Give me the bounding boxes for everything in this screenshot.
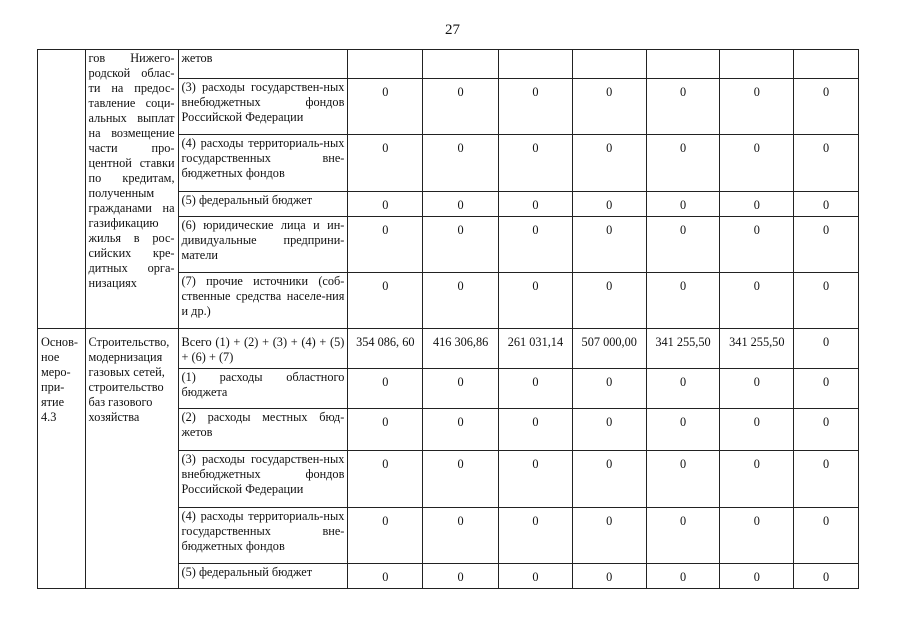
- value-cell: 0: [646, 217, 720, 273]
- value-cell: 0: [572, 451, 646, 508]
- value-cell: 0: [499, 369, 573, 409]
- section-1: [38, 50, 859, 329]
- value-cell: [794, 50, 859, 79]
- value-cell: [720, 50, 794, 79]
- value-cell: 0: [794, 409, 859, 451]
- value-cell: 0: [794, 564, 859, 589]
- value-cell: [348, 50, 423, 79]
- value-cell: 261 031,14: [499, 329, 573, 369]
- value-cell: 0: [348, 451, 423, 508]
- value-cell: 0: [794, 329, 859, 369]
- value-cell: 0: [423, 217, 499, 273]
- source-cell: (4) расходы территориаль-ных государственных вне-бюджетных фондов: [178, 508, 348, 564]
- source-cell: (1) расходы областного бюджета: [178, 369, 348, 409]
- value-cell: 0: [794, 192, 859, 217]
- value-cell: 0: [646, 564, 720, 589]
- value-cell: 507 000,00: [572, 329, 646, 369]
- value-cell: 0: [720, 451, 794, 508]
- value-cell: 0: [720, 217, 794, 273]
- value-cell: 0: [794, 273, 859, 329]
- value-cell: 0: [423, 451, 499, 508]
- value-cell: [423, 50, 499, 79]
- value-cell: 0: [348, 217, 423, 273]
- value-cell: 0: [499, 192, 573, 217]
- value-cell: 0: [794, 217, 859, 273]
- budget-table: [37, 49, 859, 589]
- value-cell: 0: [499, 564, 573, 589]
- value-cell: 0: [499, 409, 573, 451]
- value-cell: 416 306,86: [423, 329, 499, 369]
- value-cell: 0: [572, 508, 646, 564]
- value-cell: 0: [794, 369, 859, 409]
- value-cell: 0: [646, 273, 720, 329]
- activity-title-cell: гов Нижего-родской облас-ти на предос-тавление соци-альных выплат на возмещение части про-центной ставки по кредитам, полученным гражданами на газификацию жилья в рос-сийских кре-дитных орга-низациях: [85, 50, 178, 329]
- value-cell: 0: [423, 135, 499, 192]
- source-cell: (5) федеральный бюджет: [178, 192, 348, 217]
- value-cell: 0: [720, 369, 794, 409]
- source-cell: (3) расходы государствен-ных внебюджетных фондов Российской Федерации: [178, 79, 348, 135]
- value-cell: 354 086, 60: [348, 329, 423, 369]
- value-cell: 0: [423, 192, 499, 217]
- value-cell: 341 255,50: [720, 329, 794, 369]
- value-cell: 0: [348, 135, 423, 192]
- value-cell: 0: [646, 135, 720, 192]
- value-cell: 0: [499, 79, 573, 135]
- value-cell: 0: [646, 192, 720, 217]
- source-cell: Всего (1) + (2) + (3) + (4) + (5) + (6) + (7): [178, 329, 348, 369]
- value-cell: 0: [646, 508, 720, 564]
- value-cell: 0: [423, 273, 499, 329]
- section-2: [38, 329, 859, 589]
- value-cell: 0: [348, 273, 423, 329]
- source-cell: (5) федеральный бюджет: [178, 564, 348, 589]
- value-cell: 0: [720, 192, 794, 217]
- source-cell: (2) расходы местных бюд-жетов: [178, 409, 348, 451]
- value-cell: 0: [720, 79, 794, 135]
- value-cell: 0: [572, 273, 646, 329]
- activity-id-cell: [38, 50, 86, 329]
- source-cell: (6) юридические лица и ин-дивидуальные предприни-матели: [178, 217, 348, 273]
- value-cell: 0: [423, 369, 499, 409]
- value-cell: 0: [499, 273, 573, 329]
- source-cell: (7) прочие источники (соб-ственные средства населе-ния и др.): [178, 273, 348, 329]
- activity-title-cell: Строительство, модернизация газовых сетей, строительство баз газового хозяйства: [85, 329, 178, 589]
- value-cell: 0: [794, 79, 859, 135]
- value-cell: 0: [646, 79, 720, 135]
- value-cell: 0: [499, 451, 573, 508]
- value-cell: [572, 50, 646, 79]
- value-cell: 0: [720, 508, 794, 564]
- value-cell: 0: [423, 79, 499, 135]
- value-cell: 0: [348, 508, 423, 564]
- source-cell: (3) расходы государствен-ных внебюджетных фондов Российской Федерации: [178, 451, 348, 508]
- value-cell: 0: [572, 135, 646, 192]
- value-cell: 0: [348, 192, 423, 217]
- value-cell: 0: [794, 135, 859, 192]
- value-cell: 0: [572, 192, 646, 217]
- value-cell: 0: [794, 451, 859, 508]
- value-cell: 0: [423, 409, 499, 451]
- value-cell: 0: [720, 564, 794, 589]
- value-cell: 0: [499, 508, 573, 564]
- source-cell: (4) расходы территориаль-ных государственных вне-бюджетных фондов: [178, 135, 348, 192]
- value-cell: 0: [720, 409, 794, 451]
- value-cell: 0: [572, 564, 646, 589]
- page-number: 27: [445, 22, 460, 38]
- value-cell: 0: [794, 508, 859, 564]
- value-cell: 0: [572, 79, 646, 135]
- value-cell: 0: [646, 451, 720, 508]
- value-cell: 0: [499, 135, 573, 192]
- value-cell: 0: [348, 369, 423, 409]
- value-cell: 0: [348, 79, 423, 135]
- value-cell: 0: [348, 409, 423, 451]
- value-cell: 0: [572, 369, 646, 409]
- value-cell: [646, 50, 720, 79]
- source-cell: жетов: [178, 50, 348, 79]
- value-cell: 0: [646, 409, 720, 451]
- value-cell: 0: [572, 409, 646, 451]
- value-cell: 0: [499, 217, 573, 273]
- value-cell: 341 255,50: [646, 329, 720, 369]
- value-cell: 0: [720, 135, 794, 192]
- value-cell: 0: [720, 273, 794, 329]
- value-cell: 0: [423, 564, 499, 589]
- value-cell: [499, 50, 573, 79]
- value-cell: 0: [646, 369, 720, 409]
- value-cell: 0: [423, 508, 499, 564]
- activity-id-cell: Основ-ное меро-при-ятие 4.3: [38, 329, 86, 589]
- value-cell: 0: [348, 564, 423, 589]
- value-cell: 0: [572, 217, 646, 273]
